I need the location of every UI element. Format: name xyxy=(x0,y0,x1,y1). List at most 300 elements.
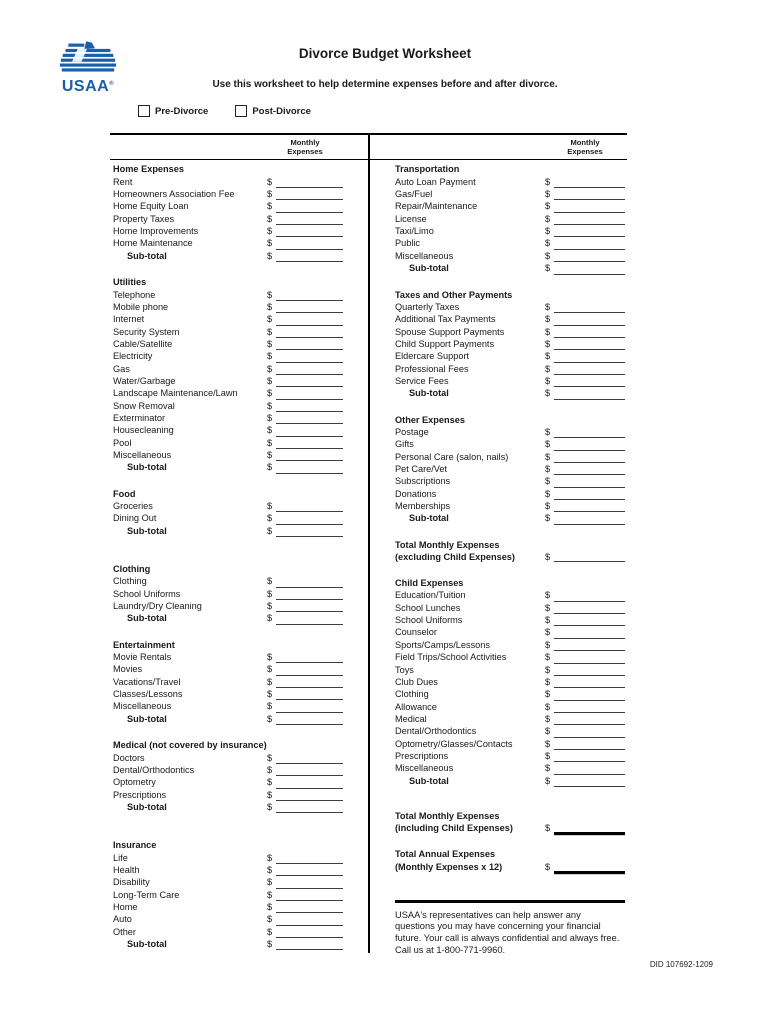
document-id: DID 107692-1209 xyxy=(649,960,713,969)
amount-blank-line[interactable] xyxy=(554,427,625,438)
dollar-sign: $ xyxy=(545,488,551,499)
expense-row xyxy=(110,588,368,600)
amount-field xyxy=(267,926,343,938)
amount-blank-line[interactable] xyxy=(276,778,343,789)
expense-row xyxy=(370,762,627,774)
amount-blank-line[interactable] xyxy=(276,753,343,764)
amount-field xyxy=(267,525,343,537)
section-title-text: Clothing xyxy=(113,564,151,575)
expense-label: School Lunches xyxy=(395,602,461,613)
dollar-sign: $ xyxy=(267,189,273,200)
amount-blank-line[interactable] xyxy=(276,853,343,864)
expense-label: Pool xyxy=(113,437,132,448)
expense-row xyxy=(370,350,627,362)
expense-label: Prescriptions xyxy=(113,789,167,800)
amount-blank-line[interactable] xyxy=(554,739,625,750)
dollar-sign: $ xyxy=(267,664,273,675)
expense-label: Other xyxy=(113,926,136,937)
amount-blank-line[interactable] xyxy=(554,189,625,200)
amount-field xyxy=(545,676,625,688)
dollar-sign: $ xyxy=(267,250,273,261)
amount-field xyxy=(545,463,625,475)
amount-blank-line[interactable] xyxy=(276,401,343,412)
section-title-text: Child Expenses xyxy=(395,578,464,589)
amount-blank-line[interactable] xyxy=(554,591,625,602)
expense-row xyxy=(370,713,627,725)
dollar-sign: $ xyxy=(267,914,273,925)
expense-row xyxy=(370,426,627,438)
amount-blank-line[interactable] xyxy=(276,702,343,713)
amount-field xyxy=(267,588,343,600)
amount-field xyxy=(545,350,625,362)
amount-field xyxy=(545,188,625,200)
amount-blank-line[interactable] xyxy=(276,438,343,449)
expense-row xyxy=(110,387,368,399)
amount-blank-line[interactable] xyxy=(554,464,625,475)
amount-field xyxy=(545,551,625,562)
amount-blank-line[interactable] xyxy=(554,751,625,762)
subtotal-label: Sub-total xyxy=(409,388,449,399)
dollar-sign: $ xyxy=(267,801,273,812)
expense-label: Rent xyxy=(113,176,133,187)
amount-blank-line[interactable] xyxy=(554,264,625,275)
subtotal-row xyxy=(110,938,368,950)
section-title-text: Insurance xyxy=(113,840,157,851)
expense-row xyxy=(370,651,627,663)
amount-blank-line[interactable] xyxy=(554,702,625,713)
amount-field xyxy=(267,876,343,888)
amount-field xyxy=(545,822,625,833)
expense-label: Exterminator xyxy=(113,412,166,423)
amount-field xyxy=(267,350,343,362)
expense-row xyxy=(110,789,368,801)
amount-blank-line[interactable] xyxy=(276,652,343,663)
amount-blank-line[interactable] xyxy=(554,239,625,250)
dollar-sign: $ xyxy=(545,363,551,374)
amount-blank-line[interactable] xyxy=(554,764,625,775)
amount-blank-line[interactable] xyxy=(554,452,625,463)
amount-field xyxy=(545,701,625,713)
amount-blank-line[interactable] xyxy=(276,902,343,913)
amount-blank-line[interactable] xyxy=(276,202,343,213)
amount-field xyxy=(545,225,625,237)
section-title xyxy=(370,577,627,589)
expense-row xyxy=(370,375,627,387)
section-child-expenses xyxy=(370,577,627,787)
amount-blank-line[interactable] xyxy=(554,727,625,738)
amount-blank-line[interactable] xyxy=(554,214,625,225)
dollar-sign: $ xyxy=(545,250,551,261)
amount-field xyxy=(267,889,343,901)
expense-label: Internet xyxy=(113,314,145,325)
expense-label: Allowance xyxy=(395,701,437,712)
expense-row xyxy=(370,225,627,237)
amount-field xyxy=(267,424,343,436)
amount-field xyxy=(267,387,343,399)
expense-label: Long-Term Care xyxy=(113,889,180,900)
amount-blank-line[interactable] xyxy=(554,226,625,237)
amount-blank-line[interactable] xyxy=(276,526,343,537)
expense-row xyxy=(370,688,627,700)
dollar-sign: $ xyxy=(267,501,273,511)
dollar-sign: $ xyxy=(545,861,551,872)
expense-label: Home Improvements xyxy=(113,226,199,237)
amount-field xyxy=(267,188,343,200)
expense-label: Clothing xyxy=(113,576,147,587)
right-column-body xyxy=(370,163,627,872)
expense-row xyxy=(110,412,368,424)
amount-blank-line[interactable] xyxy=(554,376,625,387)
dollar-sign: $ xyxy=(545,226,551,237)
amount-blank-line[interactable] xyxy=(554,640,625,651)
section-transportation xyxy=(370,163,627,274)
expense-label: Cable/Satellite xyxy=(113,338,173,349)
expense-label: Prescriptions xyxy=(395,750,449,761)
amount-field xyxy=(267,789,343,801)
amount-blank-line[interactable] xyxy=(276,189,343,200)
amount-blank-line[interactable] xyxy=(276,714,343,725)
amount-field xyxy=(267,461,343,473)
expense-row xyxy=(110,449,368,461)
amount-blank-line[interactable] xyxy=(276,802,343,813)
amount-blank-line[interactable] xyxy=(276,226,343,237)
dollar-sign: $ xyxy=(545,476,551,487)
amount-blank-line[interactable] xyxy=(276,939,343,950)
amount-blank-line[interactable] xyxy=(276,915,343,926)
amount-field xyxy=(545,488,625,500)
dollar-sign: $ xyxy=(267,176,273,187)
subtotal-label: Sub-total xyxy=(127,801,167,812)
amount-blank-line[interactable] xyxy=(554,551,625,562)
expense-row xyxy=(110,289,368,301)
amount-blank-line[interactable] xyxy=(554,389,625,400)
expense-label: Club Dues xyxy=(395,676,438,687)
section-entertainment xyxy=(110,639,368,725)
expense-row xyxy=(370,338,627,350)
amount-blank-line[interactable] xyxy=(554,177,625,188)
expense-row xyxy=(110,852,368,864)
amount-blank-line[interactable] xyxy=(276,927,343,938)
divorce-stage-checkboxes xyxy=(138,105,311,117)
amount-blank-line[interactable] xyxy=(276,665,343,676)
expense-label: Field Trips/School Activities xyxy=(395,652,507,663)
expense-label: Miscellaneous xyxy=(113,701,172,712)
amount-blank-line[interactable] xyxy=(554,653,625,664)
expense-label: Professional Fees xyxy=(395,363,469,374)
section-title-text: Food xyxy=(113,488,136,499)
amount-blank-line[interactable] xyxy=(276,327,343,338)
amount-field xyxy=(267,901,343,913)
dollar-sign: $ xyxy=(545,426,551,437)
amount-blank-line[interactable] xyxy=(276,601,343,612)
expense-label: Auto Loan Payment xyxy=(395,176,476,187)
amount-blank-line[interactable] xyxy=(554,315,625,326)
amount-blank-line[interactable] xyxy=(276,214,343,225)
dollar-sign: $ xyxy=(545,351,551,362)
amount-blank-line[interactable] xyxy=(554,822,625,833)
expense-row xyxy=(110,350,368,362)
amount-field xyxy=(267,200,343,212)
amount-blank-line[interactable] xyxy=(276,463,343,474)
amount-blank-line[interactable] xyxy=(276,577,343,588)
total-row-total-excluding xyxy=(370,539,627,563)
expense-label: Quarterly Taxes xyxy=(395,301,460,312)
usaa-logo-wordmark: USAA® xyxy=(61,78,115,95)
amount-blank-line[interactable] xyxy=(276,450,343,461)
expense-row xyxy=(110,176,368,188)
amount-blank-line[interactable] xyxy=(276,589,343,600)
expense-row xyxy=(110,676,368,688)
amount-field xyxy=(267,713,343,725)
dollar-sign: $ xyxy=(545,726,551,737)
amount-blank-line[interactable] xyxy=(554,477,625,488)
expense-row xyxy=(110,424,368,436)
right-column xyxy=(370,135,627,956)
amount-blank-line[interactable] xyxy=(554,665,625,676)
amount-blank-line[interactable] xyxy=(554,302,625,313)
subtotal-row xyxy=(110,250,368,262)
expense-label: Water/Garbage xyxy=(113,375,176,386)
expense-row xyxy=(370,589,627,601)
expense-row xyxy=(370,500,627,512)
dollar-sign: $ xyxy=(545,451,551,462)
dollar-sign: $ xyxy=(267,388,273,399)
expense-label: Donations xyxy=(395,488,437,499)
dollar-sign: $ xyxy=(267,889,273,900)
expense-label: Subscriptions xyxy=(395,476,451,487)
dollar-sign: $ xyxy=(545,639,551,650)
amount-blank-line[interactable] xyxy=(554,251,625,262)
dollar-sign: $ xyxy=(267,289,273,300)
amount-blank-line[interactable] xyxy=(554,327,625,338)
amount-field xyxy=(545,176,625,188)
dollar-sign: $ xyxy=(267,752,273,763)
amount-field xyxy=(267,600,343,612)
dollar-sign: $ xyxy=(267,601,273,612)
amount-blank-line[interactable] xyxy=(554,615,625,626)
section-taxes xyxy=(370,289,627,400)
expense-label: Gifts xyxy=(395,439,414,450)
expense-label: Movie Rentals xyxy=(113,652,172,663)
expense-label: License xyxy=(395,213,427,224)
dollar-sign: $ xyxy=(267,901,273,912)
amount-field xyxy=(545,200,625,212)
expense-label: Counselor xyxy=(395,627,437,638)
expense-row xyxy=(370,250,627,262)
dollar-sign: $ xyxy=(267,314,273,325)
amount-field xyxy=(545,602,625,614)
dollar-sign: $ xyxy=(267,351,273,362)
expense-row xyxy=(370,237,627,249)
amount-field xyxy=(267,412,343,424)
amount-blank-line[interactable] xyxy=(276,339,343,350)
dollar-sign: $ xyxy=(267,613,273,624)
amount-field xyxy=(267,575,343,587)
total-row-total-annual xyxy=(370,848,627,872)
dollar-sign: $ xyxy=(267,652,273,663)
dollar-sign: $ xyxy=(545,676,551,687)
expense-label: Memberships xyxy=(395,501,451,511)
section-food xyxy=(110,488,368,537)
expense-label: Vacations/Travel xyxy=(113,676,181,687)
expense-row xyxy=(110,338,368,350)
expense-label: Child Support Payments xyxy=(395,338,495,349)
expense-label: Eldercare Support xyxy=(395,351,470,362)
amount-blank-line[interactable] xyxy=(554,202,625,213)
amount-blank-line[interactable] xyxy=(554,690,625,701)
pre-divorce-option[interactable] xyxy=(138,105,208,117)
amount-blank-line[interactable] xyxy=(554,603,625,614)
expense-row xyxy=(110,901,368,913)
amount-blank-line[interactable] xyxy=(276,290,343,301)
amount-field xyxy=(545,762,625,774)
amount-blank-line[interactable] xyxy=(276,389,343,400)
amount-blank-line[interactable] xyxy=(276,865,343,876)
section-title-text: Transportation xyxy=(395,164,460,175)
expense-label: Housecleaning xyxy=(113,425,174,436)
dollar-sign: $ xyxy=(545,689,551,700)
expense-label: Education/Tuition xyxy=(395,590,466,601)
dollar-sign: $ xyxy=(267,777,273,788)
expense-label: Gas/Fuel xyxy=(395,189,433,200)
amount-field xyxy=(545,313,625,325)
expense-label: Sports/Camps/Lessons xyxy=(395,639,490,650)
expense-row xyxy=(110,437,368,449)
amount-blank-line[interactable] xyxy=(554,501,625,512)
amount-blank-line[interactable] xyxy=(554,776,625,787)
expense-label: Taxi/Limo xyxy=(395,226,434,237)
dollar-sign: $ xyxy=(267,226,273,237)
amount-blank-line[interactable] xyxy=(276,890,343,901)
amount-field xyxy=(545,713,625,725)
dollar-sign: $ xyxy=(267,789,273,800)
dollar-sign: $ xyxy=(267,301,273,312)
amount-field xyxy=(267,176,343,188)
amount-blank-line[interactable] xyxy=(276,413,343,424)
amount-blank-line[interactable] xyxy=(276,315,343,326)
amount-blank-line[interactable] xyxy=(276,878,343,889)
dollar-sign: $ xyxy=(267,338,273,349)
section-title xyxy=(370,414,627,426)
amount-blank-line[interactable] xyxy=(554,440,625,451)
amount-blank-line[interactable] xyxy=(276,790,343,801)
dollar-sign: $ xyxy=(545,615,551,626)
dollar-sign: $ xyxy=(267,400,273,411)
expense-label: Miscellaneous xyxy=(395,250,454,261)
amount-blank-line[interactable] xyxy=(276,426,343,437)
amount-blank-line[interactable] xyxy=(554,628,625,639)
amount-field xyxy=(267,213,343,225)
expense-label: Dental/Orthodontics xyxy=(113,764,195,775)
expense-row xyxy=(110,326,368,338)
amount-blank-line[interactable] xyxy=(554,489,625,500)
post-divorce-option[interactable] xyxy=(235,105,311,117)
monthly-expenses-heading: Monthly Expenses xyxy=(287,138,323,157)
amount-blank-line[interactable] xyxy=(276,677,343,688)
expense-row xyxy=(110,400,368,412)
expense-label: Property Taxes xyxy=(113,213,175,224)
amount-blank-line[interactable] xyxy=(554,352,625,363)
amount-field xyxy=(545,426,625,438)
amount-blank-line[interactable] xyxy=(276,614,343,625)
amount-blank-line[interactable] xyxy=(276,765,343,776)
subtotal-label: Sub-total xyxy=(127,250,167,261)
amount-field xyxy=(545,387,625,399)
amount-blank-line[interactable] xyxy=(276,514,343,525)
amount-blank-line[interactable] xyxy=(276,251,343,262)
amount-blank-line[interactable] xyxy=(276,689,343,700)
subtotal-label: Sub-total xyxy=(127,462,167,473)
section-title-text: Home Expenses xyxy=(113,164,184,175)
expense-row xyxy=(110,864,368,876)
amount-blank-line[interactable] xyxy=(276,376,343,387)
amount-field xyxy=(545,363,625,375)
amount-blank-line[interactable] xyxy=(276,352,343,363)
dollar-sign: $ xyxy=(545,513,551,524)
amount-blank-line[interactable] xyxy=(554,861,625,872)
expense-row xyxy=(370,363,627,375)
expense-row xyxy=(370,213,627,225)
amount-blank-line[interactable] xyxy=(276,177,343,188)
dollar-sign: $ xyxy=(267,926,273,937)
page-subtitle: Use this worksheet to help determine expenses before and after divorce. xyxy=(212,79,558,90)
amount-field xyxy=(267,776,343,788)
section-title xyxy=(370,289,627,301)
dollar-sign: $ xyxy=(545,201,551,212)
amount-blank-line[interactable] xyxy=(554,714,625,725)
expense-label: Classes/Lessons xyxy=(113,689,183,700)
expense-row xyxy=(110,876,368,888)
expense-label: Doctors xyxy=(113,752,145,763)
section-title xyxy=(110,276,368,288)
amount-field xyxy=(545,626,625,638)
amount-field xyxy=(267,752,343,764)
expense-label: Medical xyxy=(395,713,427,724)
section-title xyxy=(110,739,368,751)
expense-row xyxy=(370,750,627,762)
expense-label: Clothing xyxy=(395,689,429,700)
dollar-sign: $ xyxy=(545,263,551,274)
section-utilities xyxy=(110,276,368,474)
amount-blank-line[interactable] xyxy=(554,339,625,350)
amount-blank-line[interactable] xyxy=(276,364,343,375)
expense-row xyxy=(370,438,627,450)
pre-divorce-checkbox[interactable] xyxy=(138,105,150,117)
dollar-sign: $ xyxy=(545,738,551,749)
amount-blank-line[interactable] xyxy=(276,501,343,512)
expense-label: Optometry xyxy=(113,777,156,788)
amount-field xyxy=(545,262,625,274)
amount-field xyxy=(545,750,625,762)
amount-blank-line[interactable] xyxy=(276,239,343,250)
expense-row xyxy=(110,237,368,249)
amount-blank-line[interactable] xyxy=(554,514,625,525)
expense-label: Home Equity Loan xyxy=(113,201,189,212)
amount-blank-line[interactable] xyxy=(554,364,625,375)
amount-blank-line[interactable] xyxy=(276,302,343,313)
expense-label: Repair/Maintenance xyxy=(395,201,478,212)
amount-field xyxy=(267,237,343,249)
dollar-sign: $ xyxy=(545,314,551,325)
dollar-sign: $ xyxy=(545,238,551,249)
post-divorce-checkbox[interactable] xyxy=(235,105,247,117)
dollar-sign: $ xyxy=(545,763,551,774)
amount-blank-line[interactable] xyxy=(554,677,625,688)
expense-row xyxy=(370,475,627,487)
amount-field xyxy=(545,213,625,225)
amount-field xyxy=(267,663,343,675)
expense-label: Movies xyxy=(113,664,143,675)
